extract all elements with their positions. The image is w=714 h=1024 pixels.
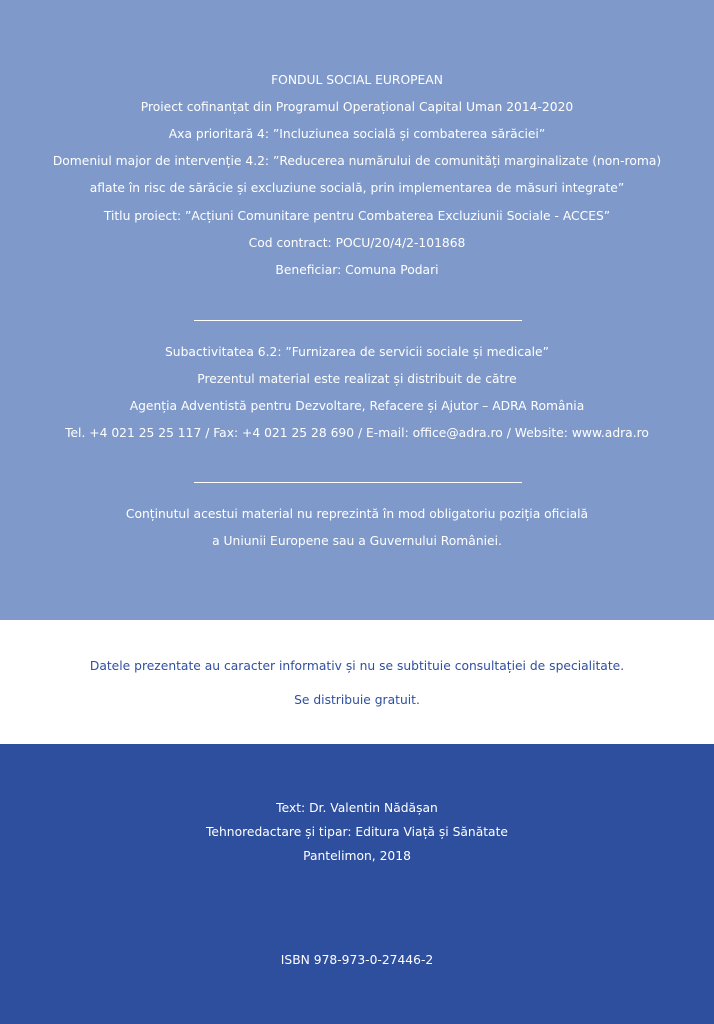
publisher-credit: Tehnoredactare și tipar: Editura Viață și Sănătate xyxy=(206,825,508,839)
divider-2 xyxy=(194,482,522,483)
disclaimer-line-1: Conținutul acestui material nu reprezintă în mod obligatoriu poziția oficială xyxy=(125,507,589,521)
beneficiary: Beneficiar: Comuna Podari xyxy=(275,263,439,277)
program-line: Proiect cofinanțat din Programul Operațional Capital Uman 2014-2020 xyxy=(140,100,574,114)
agency-name: Agenția Adventistă pentru Dezvoltare, Refacere și Ajutor – ADRA România xyxy=(129,399,585,413)
contract-code: Cod contract: POCU/20/4/2-101868 xyxy=(248,236,466,250)
project-title: Titlu proiect: ”Acțiuni Comunitare pentru Combaterea Excluziunii Sociale - ACCES” xyxy=(103,209,611,223)
contact-line: Tel. +4 021 25 25 117 / Fax: +4 021 25 28 690 / E-mail: office@adra.ro / Website: www.adra.ro xyxy=(65,426,649,440)
place-year: Pantelimon, 2018 xyxy=(303,849,411,863)
made-by-line: Prezentul material este realizat și distribuit de către xyxy=(197,372,517,386)
notice-band xyxy=(0,620,714,744)
priority-axis: Axa prioritară 4: ”Incluziunea socială și combaterea sărăciei” xyxy=(168,127,546,141)
isbn: ISBN 978-973-0-27446-2 xyxy=(280,953,434,967)
fund-name: FONDUL SOCIAL EUROPEAN xyxy=(271,73,443,87)
intervention-line-1: Domeniul major de intervenție 4.2: ”Reducerea numărului de comunități marginalizate (non-roma) xyxy=(52,154,662,168)
intervention-line-2: aflate în risc de sărăcie și excluziune socială, prin implementarea de măsuri integrate” xyxy=(89,181,625,195)
author-credit: Text: Dr. Valentin Nădășan xyxy=(276,801,438,815)
subactivity-name: Subactivitatea 6.2: ”Furnizarea de servicii sociale și medicale” xyxy=(164,345,549,359)
credits-band xyxy=(0,744,714,1024)
informative-notice: Datele prezentate au caracter informativ și nu se subtituie consultației de specialitate. xyxy=(89,659,625,673)
divider-1 xyxy=(194,320,522,321)
disclaimer-line-2: a Uniunii Europene sau a Guvernului României. xyxy=(212,534,502,548)
free-distribution-notice: Se distribuie gratuit. xyxy=(294,693,420,707)
